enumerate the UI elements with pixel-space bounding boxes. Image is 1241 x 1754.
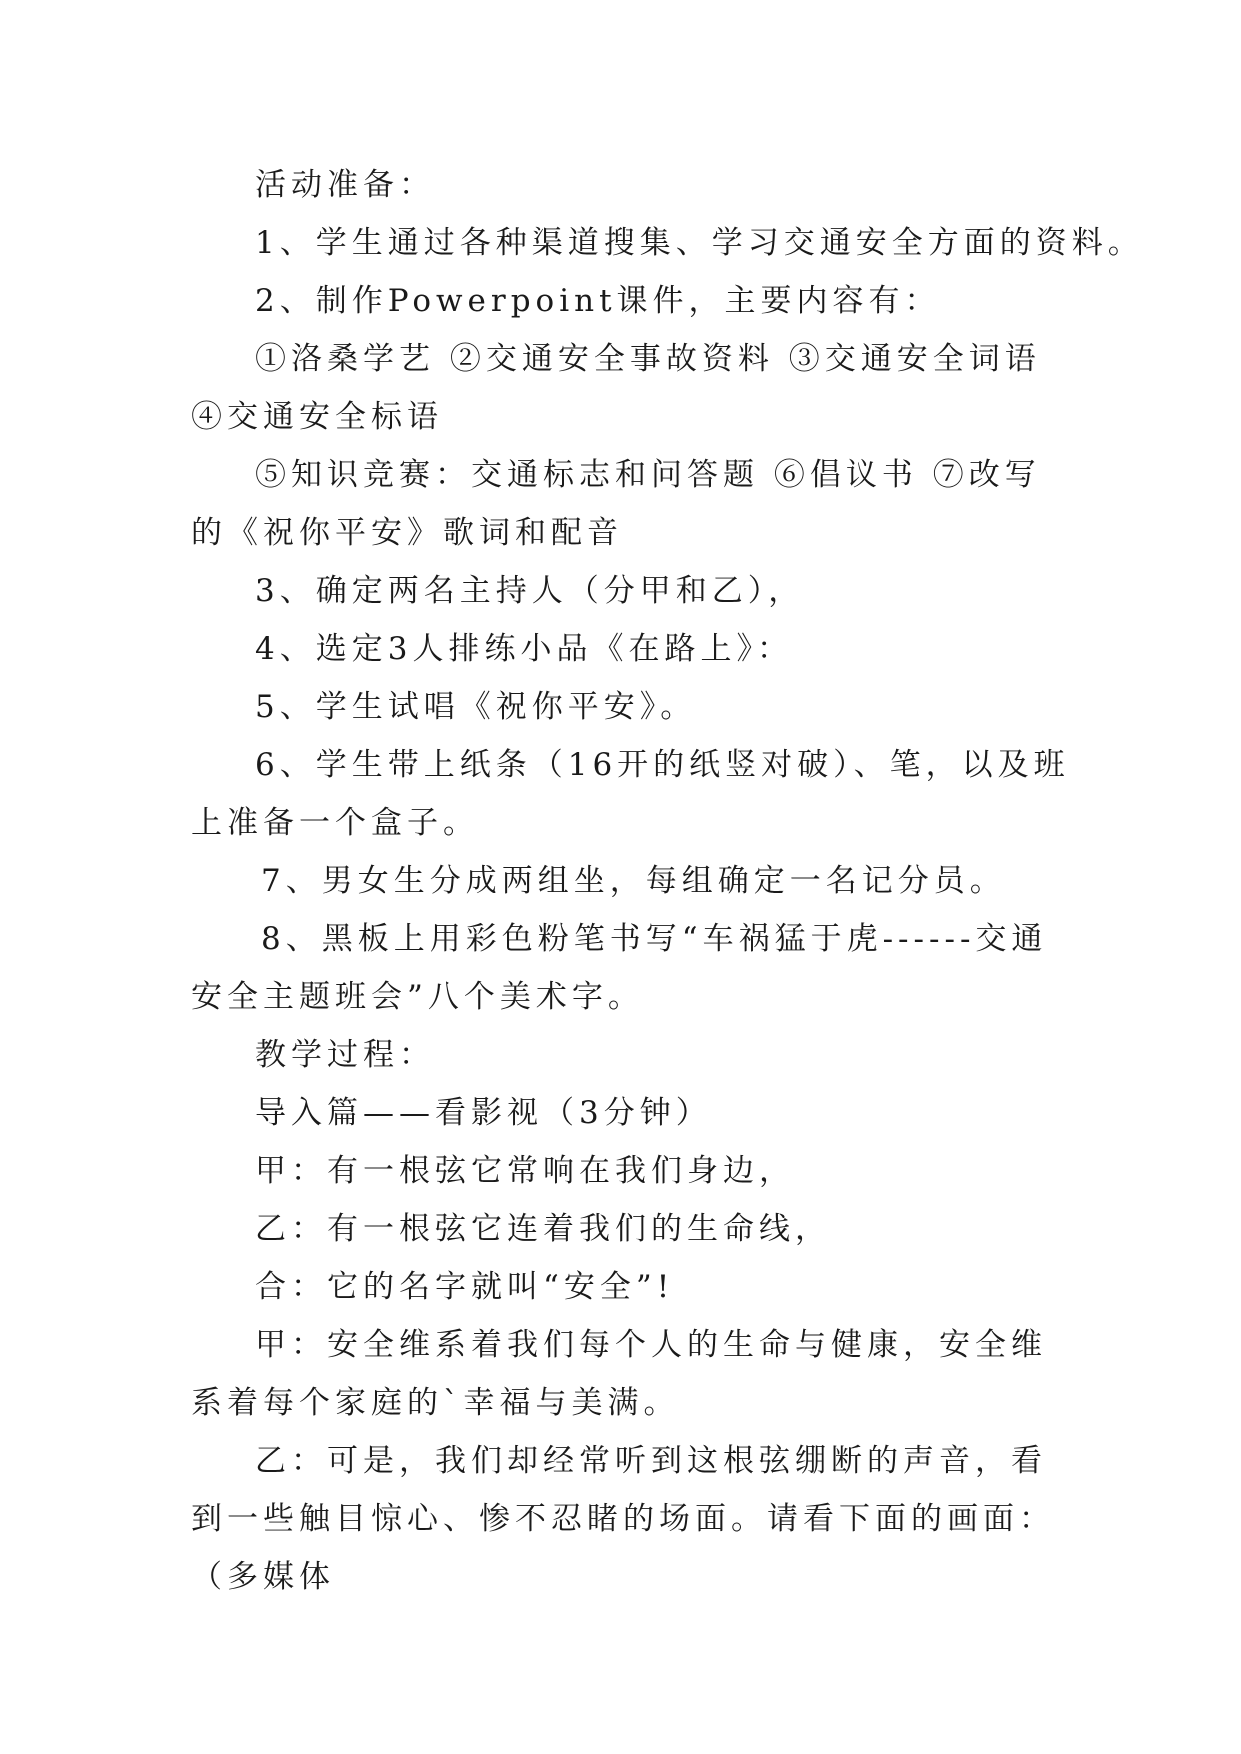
paragraph-item-1: 1、学生通过各种渠道搜集、学习交通安全方面的资料。	[255, 225, 1144, 261]
paragraph-item-2: 2、制作Powerpoint课件，主要内容有：	[255, 283, 941, 319]
paragraph-item-7: 7、男女生分成两组坐，每组确定一名记分员。	[261, 863, 1006, 899]
paragraph-intro: 导入篇——看影视（3分钟）	[255, 1095, 712, 1131]
paragraph-courseware-list-2: ⑤知识竞赛：交通标志和问答题 ⑥倡议书 ⑦改写的《祝你平安》歌词和配音	[191, 457, 1041, 551]
dialogue-line-4: 甲：安全维系着我们每个人的生命与健康，安全维系着每个家庭的`幸福与美满。	[191, 1327, 1047, 1421]
document-body	[191, 156, 1144, 1606]
paragraph-item-6: 6、学生带上纸条（16开的纸竖对破）、笔，以及班上准备一个盒子。	[191, 747, 1070, 841]
dialogue-line-1: 甲：有一根弦它常响在我们身边，	[255, 1153, 795, 1189]
paragraph-item-4: 4、选定3人排练小品《在路上》：	[255, 631, 793, 667]
section-heading-preparation: 活动准备：	[255, 167, 435, 203]
section-heading-process: 教学过程：	[255, 1037, 435, 1073]
paragraph-courseware-list-1: ①洛桑学艺 ②交通安全事故资料 ③交通安全词语 ④交通安全标语	[191, 341, 1041, 435]
dialogue-line-5: 乙：可是，我们却经常听到这根弦绷断的声音，看到一些触目惊心、惨不忍睹的场面。请看下面的画面：（多媒体	[191, 1443, 1055, 1595]
paragraph-item-8: 8、黑板上用彩色粉笔书写“车祸猛于虎------交通安全主题班会”八个美术字。	[191, 921, 1048, 1015]
dialogue-line-3: 合：它的名字就叫“安全”!	[255, 1269, 675, 1305]
dialogue-line-2: 乙：有一根弦它连着我们的生命线，	[255, 1211, 831, 1247]
paragraph-item-5: 5、学生试唱《祝你平安》。	[255, 689, 697, 725]
paragraph-item-3: 3、确定两名主持人（分甲和乙），	[255, 573, 805, 609]
